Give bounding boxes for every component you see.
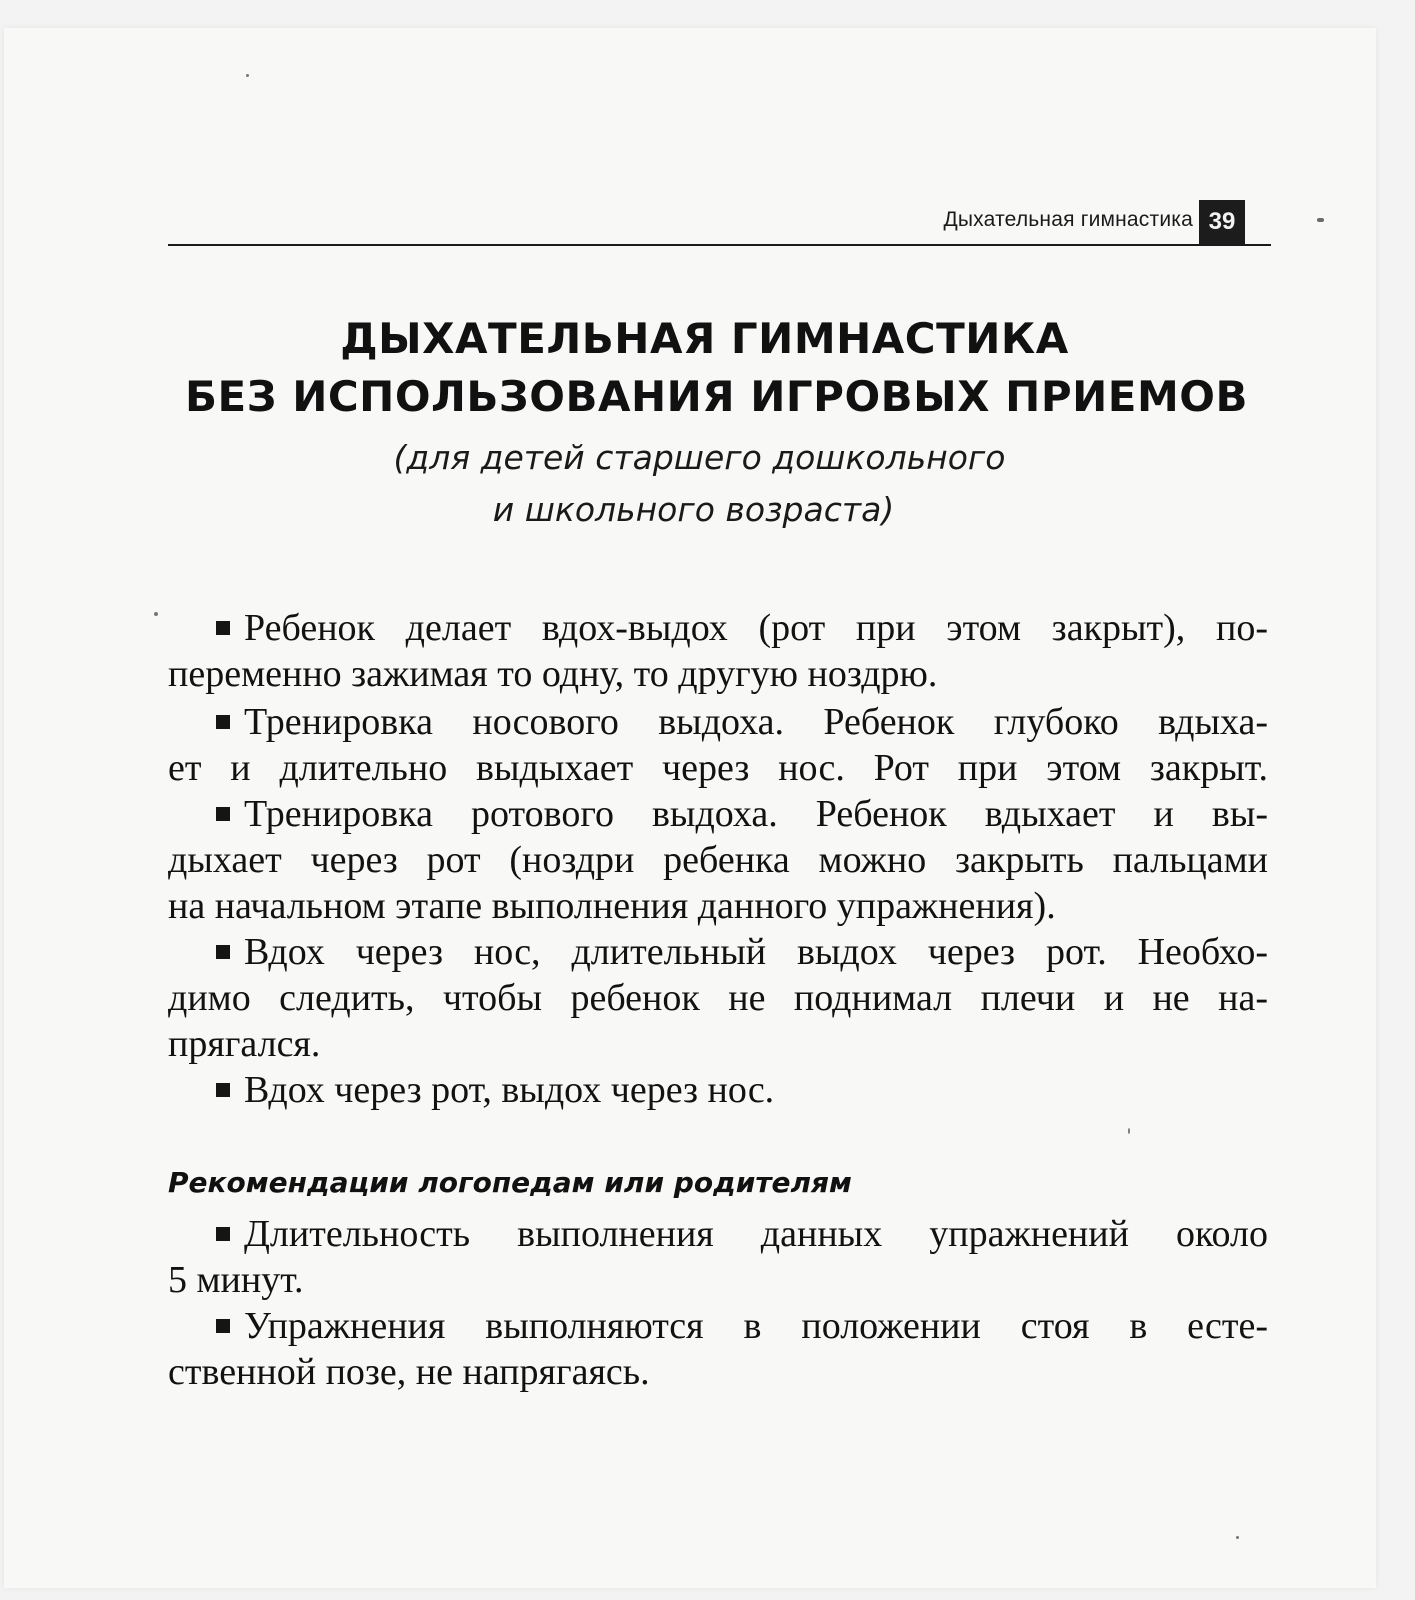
recommendation-text: Длительность выполнения данных упражнений около <box>244 1213 1268 1255</box>
exercise-4-line-1 <box>216 930 1268 974</box>
bullet-square-icon <box>216 945 230 959</box>
page-number: 39 <box>1199 200 1245 244</box>
recommendations-title: Рекомендации логопедам или родителям <box>168 1166 852 1199</box>
recommendation-1-line-1 <box>216 1212 1268 1256</box>
bullet-square-icon <box>216 807 230 821</box>
running-head <box>168 200 1271 246</box>
header-rule <box>168 244 1271 246</box>
exercise-text: Вдох через нос, длительный выдох через рот. Необхо- <box>244 931 1268 973</box>
scan-speck <box>1236 1536 1239 1539</box>
exercise-1-line-1 <box>216 606 1268 650</box>
exercise-3-line-3: на начальном этапе выполнения данного упражнения). <box>168 885 1056 927</box>
bullet-square-icon <box>216 1083 230 1097</box>
section-heading-line-1: ДЫХАТЕЛЬНАЯ ГИМНАСТИКА <box>340 314 1069 363</box>
scan-speck <box>246 74 249 77</box>
exercise-5-line-1 <box>216 1068 774 1112</box>
exercise-text: Вдох через рот, выдох через нос. <box>244 1069 775 1111</box>
exercise-text: Тренировка носового выдоха. Ребенок глубоко вдыха- <box>244 701 1268 743</box>
section-heading-line-2: БЕЗ ИСПОЛЬЗОВАНИЯ ИГРОВЫХ ПРИЕМОВ <box>185 372 1248 421</box>
running-head-title: Дыхательная гимнастика <box>943 208 1193 231</box>
exercise-1-line-2: переменно зажимая то одну, то другую ноздрю. <box>168 653 938 695</box>
recommendation-2-line-1 <box>216 1304 1268 1348</box>
recommendation-2-line-2: ственной позе, не напрягаясь. <box>168 1351 650 1393</box>
exercise-4-line-3: прягался. <box>168 1023 321 1065</box>
scan-speck <box>154 612 158 616</box>
bullet-square-icon <box>216 1227 230 1241</box>
section-subtitle-line-1: (для детей старшего дошкольного <box>393 438 1006 477</box>
bullet-square-icon <box>216 1319 230 1333</box>
exercise-4-line-2: димо следить, чтобы ребенок не поднимал плечи и не на- <box>168 977 1268 1019</box>
exercise-2-line-2: ет и длительно выдыхает через нос. Рот при этом закрыт. <box>168 747 1268 789</box>
recommendation-text: Упражнения выполняются в положении стоя в есте- <box>244 1305 1268 1347</box>
exercise-3-line-2: дыхает через рот (ноздри ребенка можно закрыть пальцами <box>168 839 1268 881</box>
recommendation-1-line-2: 5 минут. <box>168 1259 304 1301</box>
bullet-square-icon <box>216 621 230 635</box>
section-subtitle-line-2: и школьного возраста) <box>492 490 895 529</box>
exercise-text: Ребенок делает вдох-выдох (рот при этом закрыт), по- <box>244 607 1268 649</box>
exercise-3-line-1 <box>216 792 1268 836</box>
bullet-square-icon <box>216 715 230 729</box>
scan-speck <box>1317 218 1324 222</box>
exercise-2-line-1 <box>216 700 1268 744</box>
exercise-text: Тренировка ротового выдоха. Ребенок вдыхает и вы- <box>244 793 1268 835</box>
scan-speck <box>1128 1128 1130 1134</box>
